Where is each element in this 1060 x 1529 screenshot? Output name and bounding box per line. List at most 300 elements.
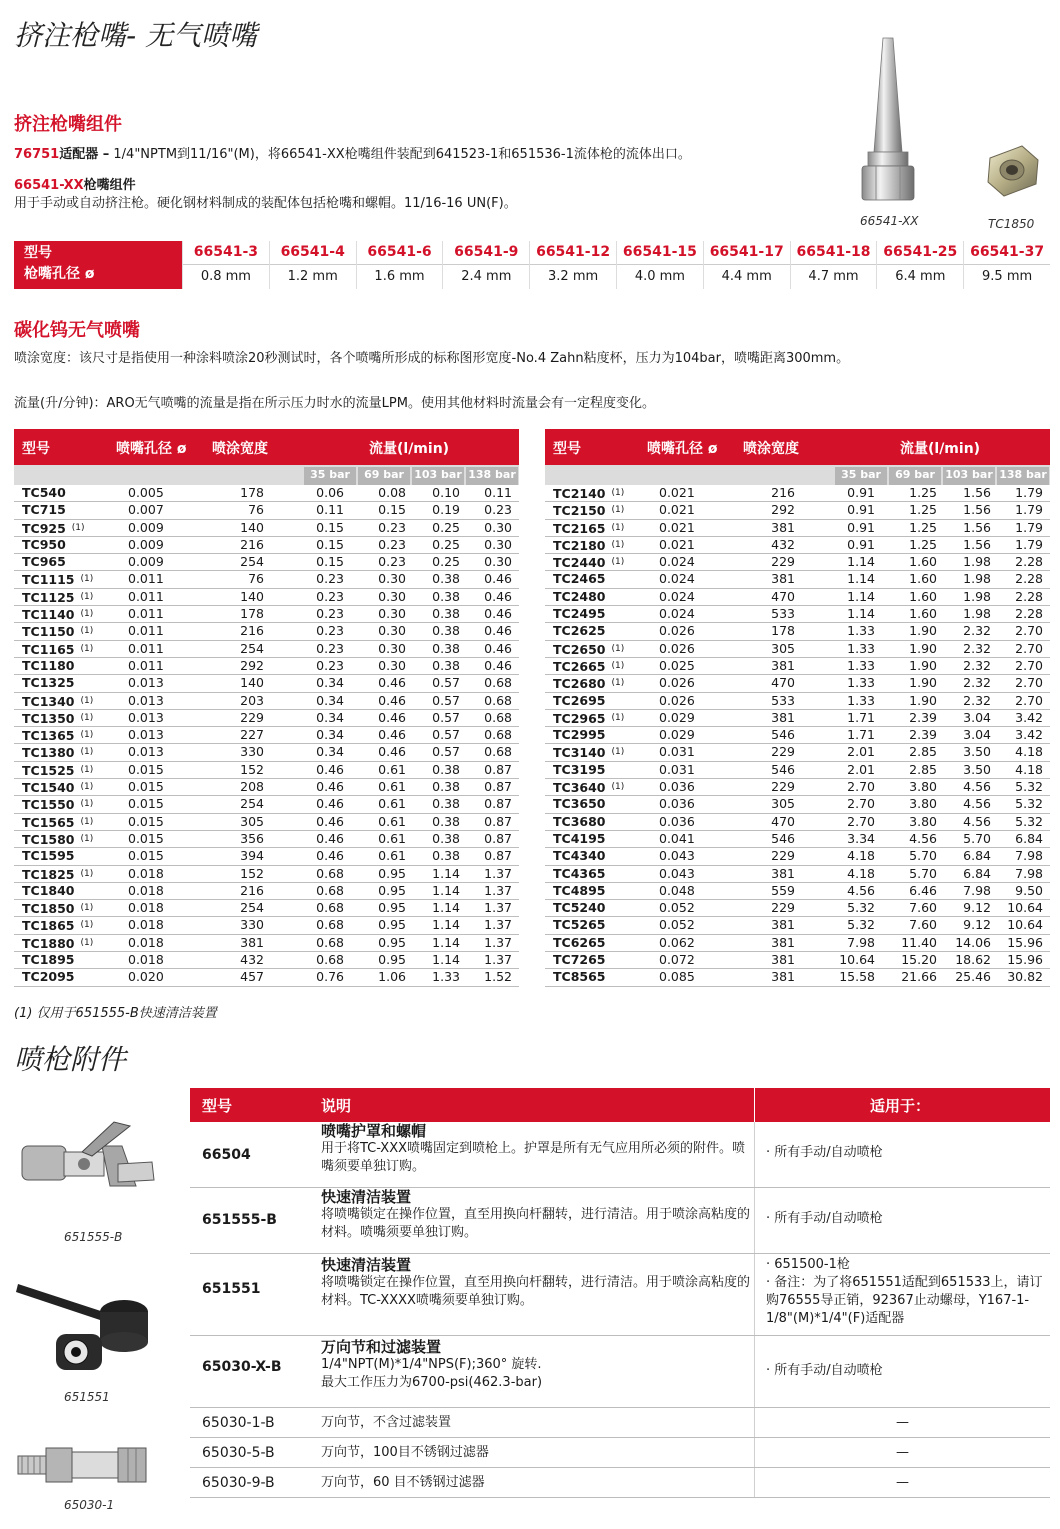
table-row <box>545 606 1050 623</box>
applicable-line: · 所有手动/自动喷枪 <box>766 1211 883 1226</box>
nozzle-model: TC715 <box>22 502 66 518</box>
flow-35: 1.14 <box>847 606 875 622</box>
width-value: 227 <box>240 727 264 743</box>
width-value: 559 <box>771 882 795 898</box>
flow-35: 4.56 <box>847 882 875 898</box>
flow-138: 1.37 <box>484 900 512 916</box>
nozzle-model: TC4195 <box>553 830 606 846</box>
orifice-value: 0.011 <box>128 640 164 656</box>
size-column <box>269 241 356 289</box>
table-row <box>14 831 519 848</box>
width-value: 292 <box>771 502 795 518</box>
orifice-value: 0.021 <box>659 502 695 518</box>
flow-138: 0.87 <box>484 830 512 846</box>
orifice-value: 0.015 <box>128 813 164 829</box>
flow-138: 0.68 <box>484 744 512 760</box>
flow-138: 0.68 <box>484 675 512 691</box>
flow-35: 0.68 <box>316 865 344 881</box>
flow-103: 0.38 <box>432 848 460 864</box>
flow-35: 0.34 <box>316 675 344 691</box>
table-row <box>545 537 1050 554</box>
flow-69: 0.46 <box>378 727 406 743</box>
accessory-desc-line: 将喷嘴锁定在操作位置，直至用换向杆翻转，进行清洁。用于喷涂高粘度的材料。喷嘴须要单独订购。 <box>321 1207 751 1240</box>
size-orifice-value: 2.4 mm <box>461 269 512 284</box>
orifice-value: 0.024 <box>659 588 695 604</box>
flow-35: 4.18 <box>847 865 875 881</box>
footnote-mark: (1) <box>80 574 94 585</box>
flow-103: 7.98 <box>963 882 991 898</box>
orifice-value: 0.029 <box>659 727 695 743</box>
footnote-mark: (1) <box>611 782 625 793</box>
nozzle-model: TC1550 $^{(1)}$ <box>22 797 94 813</box>
orifice-value: 0.024 <box>659 571 695 587</box>
orifice-value: 0.011 <box>128 588 164 604</box>
flow-69: 0.95 <box>378 900 406 916</box>
nozzle-model: TC2465 <box>553 571 606 587</box>
orifice-value: 0.031 <box>659 744 695 760</box>
nozzle-model: TC1350 $^{(1)}$ <box>22 710 94 726</box>
swivel-caption: 65030-1 <box>64 1498 115 1512</box>
flow-138: 5.32 <box>1015 779 1043 795</box>
flow-69: 0.46 <box>378 744 406 760</box>
nozzle-model: TC950 <box>22 536 66 552</box>
applicable-line: · 651500-1枪 <box>766 1257 850 1272</box>
kit-label: 枪嘴组件 <box>83 178 136 193</box>
flow-138: 10.64 <box>1007 900 1043 916</box>
flow-35: 0.34 <box>316 692 344 708</box>
nozzle-model: TC3680 <box>553 813 606 829</box>
footnote-mark: (1) <box>611 488 625 498</box>
orifice-value: 0.026 <box>659 692 695 708</box>
flow-69: 0.23 <box>378 519 406 535</box>
size-model-code: 66541-6 <box>357 241 443 265</box>
size-orifice-value: 4.7 mm <box>808 269 859 284</box>
width-value: 254 <box>240 640 264 656</box>
flow-138: 5.32 <box>1015 796 1043 812</box>
acc-col-model: 型号 <box>202 1097 233 1115</box>
size-orifice-value: 4.0 mm <box>634 269 685 284</box>
nozzle-model: TC7265 <box>553 952 606 968</box>
flow-138: 1.37 <box>484 952 512 968</box>
nozzle-model: TC2680 $^{(1)}$ <box>553 676 625 692</box>
orifice-value: 0.043 <box>659 848 695 864</box>
orifice-value: 0.052 <box>659 917 695 933</box>
adapter-label: 适配器 – <box>59 147 110 162</box>
orifice-value: 0.018 <box>128 900 164 916</box>
flow-35: 3.34 <box>847 830 875 846</box>
flow-35: 0.23 <box>316 588 344 604</box>
flow-138: 0.87 <box>484 779 512 795</box>
spray-width-note: 喷涂宽度：该尺寸是指使用一种涂料喷涂20秒测试时，各个喷嘴所形成的标称图形宽度-No.4 Zahn粘度杯，压力为104bar，喷嘴距离300mm。 <box>14 351 850 366</box>
orifice-value: 0.021 <box>659 485 695 500</box>
orifice-value: 0.062 <box>659 934 695 950</box>
flow-103: 0.38 <box>432 830 460 846</box>
table-row <box>545 917 1050 934</box>
accessory-applicable: — <box>896 1445 909 1460</box>
orifice-value: 0.018 <box>128 882 164 898</box>
width-value: 229 <box>771 554 795 570</box>
table-row <box>14 606 519 623</box>
table-row <box>14 969 519 986</box>
size-orifice-value: 1.6 mm <box>374 269 425 284</box>
footnote-mark: (1) <box>611 539 625 550</box>
orifice-value: 0.011 <box>128 571 164 587</box>
width-value: 216 <box>240 882 264 898</box>
flow-103: 14.06 <box>955 934 991 950</box>
table-row <box>14 571 519 588</box>
flow-35: 0.23 <box>316 657 344 673</box>
orifice-value: 0.024 <box>659 606 695 622</box>
flow-69: 0.30 <box>378 657 406 673</box>
flow-35: 0.15 <box>316 536 344 552</box>
orifice-value: 0.026 <box>659 640 695 656</box>
flow-138: 2.28 <box>1015 554 1043 570</box>
width-value: 470 <box>771 675 795 691</box>
width-value: 381 <box>771 709 795 725</box>
flow-138: 2.28 <box>1015 588 1043 604</box>
orifice-value: 0.009 <box>128 554 164 570</box>
flow-138: 0.46 <box>484 571 512 587</box>
acc-col-desc: 说明 <box>321 1097 352 1115</box>
width-value: 470 <box>771 813 795 829</box>
table-row <box>545 900 1050 917</box>
flow-103: 1.56 <box>963 502 991 518</box>
flow-103: 1.14 <box>432 934 460 950</box>
flow-103: 1.14 <box>432 882 460 898</box>
pressure-header-row <box>14 465 519 485</box>
flow-103: 0.57 <box>432 727 460 743</box>
flow-35: 5.32 <box>847 917 875 933</box>
accessory-row <box>190 1188 1050 1254</box>
footnote-mark: (1) <box>611 747 625 758</box>
flow-103: 0.25 <box>432 519 460 535</box>
orifice-value: 0.011 <box>128 623 164 639</box>
orifice-value: 0.041 <box>659 830 695 846</box>
nozzle-model: TC2625 <box>553 623 606 639</box>
flow-69: 1.60 <box>909 588 937 604</box>
flow-103: 0.57 <box>432 744 460 760</box>
flow-138: 1.37 <box>484 934 512 950</box>
flow-69: 1.60 <box>909 554 937 570</box>
flow-138: 0.46 <box>484 606 512 622</box>
orifice-value: 0.018 <box>128 917 164 933</box>
flow-35: 2.70 <box>847 796 875 812</box>
flow-103: 0.38 <box>432 623 460 639</box>
flow-69: 1.60 <box>909 606 937 622</box>
accessory-applicable: — <box>896 1415 909 1430</box>
flow-69: 0.95 <box>378 917 406 933</box>
flow-138: 2.70 <box>1015 640 1043 656</box>
width-value: 394 <box>240 848 264 864</box>
pressure-label: 138 bar <box>466 467 518 485</box>
accessory-model: 65030-1-B <box>202 1415 275 1431</box>
table-row <box>545 641 1050 658</box>
flow-103: 0.38 <box>432 571 460 587</box>
flow-69: 0.23 <box>378 536 406 552</box>
table-row <box>14 693 519 710</box>
accessory-desc-line: 将喷嘴锁定在操作位置，直至用换向杆翻转，进行清洁。用于喷涂高粘度的材料。TC-XXXX喷嘴须要单独订购。 <box>321 1275 751 1308</box>
orifice-value: 0.015 <box>128 796 164 812</box>
pressure-label: 69 bar <box>358 467 410 485</box>
flow-138: 0.46 <box>484 588 512 604</box>
flow-138: 1.79 <box>1015 485 1043 500</box>
flow-138: 0.68 <box>484 692 512 708</box>
size-orifice-value: 1.2 mm <box>287 269 338 284</box>
size-row-model-label: 型号 <box>24 245 52 261</box>
table-row <box>545 814 1050 831</box>
nozzle-model: TC3140 $^{(1)}$ <box>553 745 625 761</box>
accessory-applicable <box>766 1144 1050 1162</box>
flow-69: 0.61 <box>378 848 406 864</box>
orifice-value: 0.024 <box>659 554 695 570</box>
flow-138: 1.37 <box>484 917 512 933</box>
width-value: 432 <box>240 952 264 968</box>
table-row <box>14 520 519 537</box>
flow-col-model: 型号 <box>22 441 50 457</box>
flow-103: 0.57 <box>432 709 460 725</box>
pressure-label: 35 bar <box>304 467 356 485</box>
flow-35: 4.18 <box>847 848 875 864</box>
flow-138: 0.30 <box>484 554 512 570</box>
applicable-line: · 备注：为了将651551适配到651533上，请订购76555导正销，92367止动螺母，Y167-1-1/8"(M)*1/4"(F)适配器 <box>766 1275 1043 1326</box>
flow-69: 0.61 <box>378 761 406 777</box>
width-value: 381 <box>771 657 795 673</box>
width-value: 381 <box>771 952 795 968</box>
width-value: 546 <box>771 727 795 743</box>
flow-103: 0.38 <box>432 640 460 656</box>
flow-138: 2.28 <box>1015 571 1043 587</box>
flow-69: 15.20 <box>901 952 937 968</box>
width-value: 208 <box>240 779 264 795</box>
flow-103: 1.33 <box>432 969 460 985</box>
footnote-mark: (1) <box>80 816 94 827</box>
orifice-value: 0.018 <box>128 952 164 968</box>
nozzle-model: TC2150 $^{(1)}$ <box>553 503 625 519</box>
accessory-description <box>321 1256 751 1310</box>
size-table-header <box>14 241 182 289</box>
table-row <box>545 589 1050 606</box>
pressure-label: 69 bar <box>889 467 941 485</box>
width-value: 178 <box>240 606 264 622</box>
flow-35: 0.68 <box>316 917 344 933</box>
nozzle-model: TC4365 <box>553 865 606 881</box>
flow-138: 1.79 <box>1015 536 1043 552</box>
nozzle-model: TC1565 $^{(1)}$ <box>22 814 94 830</box>
width-value: 229 <box>771 848 795 864</box>
flow-35: 1.33 <box>847 623 875 639</box>
flow-69: 0.61 <box>378 779 406 795</box>
table-row <box>545 848 1050 865</box>
flow-69: 0.61 <box>378 796 406 812</box>
flow-35: 0.91 <box>847 536 875 552</box>
orifice-value: 0.036 <box>659 796 695 812</box>
footnote-mark: (1) <box>611 678 625 689</box>
accessory-row <box>190 1468 1050 1498</box>
accessory-row <box>190 1336 1050 1408</box>
flow-69: 4.56 <box>909 830 937 846</box>
accessory-model: 651551 <box>202 1281 261 1297</box>
width-value: 470 <box>771 588 795 604</box>
nozzle-model: TC3650 <box>553 796 606 812</box>
table-row <box>14 796 519 813</box>
flow-103: 1.56 <box>963 536 991 552</box>
flow-138: 4.18 <box>1015 761 1043 777</box>
flow-103: 0.38 <box>432 779 460 795</box>
orifice-value: 0.015 <box>128 830 164 846</box>
swivel-image <box>14 1436 162 1494</box>
footnote-mark: (1) <box>80 591 94 602</box>
flow-35: 0.34 <box>316 744 344 760</box>
flow-col-width: 喷涂宽度 <box>212 441 268 457</box>
nozzle-model: TC8565 <box>553 969 606 985</box>
width-value: 533 <box>771 606 795 622</box>
flow-103: 6.84 <box>963 865 991 881</box>
flow-35: 5.32 <box>847 900 875 916</box>
table-row <box>545 675 1050 692</box>
footnote-mark: (1) <box>80 782 94 793</box>
flow-69: 0.30 <box>378 588 406 604</box>
flow-69: 1.25 <box>909 519 937 535</box>
table-row <box>545 866 1050 883</box>
flow-table-right <box>545 429 1050 989</box>
flow-35: 2.01 <box>847 744 875 760</box>
flow-69: 0.08 <box>378 485 406 500</box>
accessory-model: 66504 <box>202 1147 251 1163</box>
flow-69: 1.90 <box>909 675 937 691</box>
flow-69: 0.95 <box>378 882 406 898</box>
width-value: 178 <box>240 485 264 500</box>
width-value: 216 <box>771 485 795 500</box>
table-row <box>14 917 519 934</box>
width-value: 140 <box>240 675 264 691</box>
flow-header-row <box>14 429 519 465</box>
nozzle-model: TC1140 $^{(1)}$ <box>22 607 94 623</box>
flow-138: 7.98 <box>1015 865 1043 881</box>
flow-103: 2.32 <box>963 640 991 656</box>
flow-35: 1.33 <box>847 692 875 708</box>
accessories-title: 喷枪附件 <box>14 1043 127 1076</box>
flow-35: 0.23 <box>316 640 344 656</box>
orifice-value: 0.015 <box>128 779 164 795</box>
orifice-value: 0.031 <box>659 761 695 777</box>
flow-35: 1.33 <box>847 675 875 691</box>
footnote-mark: (1) <box>611 643 625 654</box>
flow-col-width: 喷涂宽度 <box>743 441 799 457</box>
accessory-title: 快速清洁装置 <box>321 1188 412 1206</box>
width-value: 229 <box>240 709 264 725</box>
width-value: 432 <box>771 536 795 552</box>
width-value: 76 <box>248 571 264 587</box>
flow-103: 1.14 <box>432 952 460 968</box>
flow-col-flow: 流量(l/min) <box>369 441 450 457</box>
flow-35: 1.14 <box>847 554 875 570</box>
flow-35: 0.15 <box>316 519 344 535</box>
flow-69: 5.70 <box>909 848 937 864</box>
adapter-paragraph <box>14 146 844 164</box>
footnote-mark: (1) <box>80 764 94 775</box>
footnote-mark: (1) <box>80 626 94 637</box>
table-row <box>14 883 519 900</box>
size-row-orifice-label: 枪嘴孔径 ø <box>24 266 95 282</box>
flow-69: 0.46 <box>378 692 406 708</box>
flow-col-orifice: 喷嘴孔径 ø <box>647 441 718 457</box>
flow-138: 0.30 <box>484 536 512 552</box>
flow-35: 0.91 <box>847 502 875 518</box>
flow-103: 1.98 <box>963 588 991 604</box>
orifice-value: 0.013 <box>128 744 164 760</box>
accessories-header <box>190 1088 1050 1122</box>
table-row <box>14 658 519 675</box>
width-value: 330 <box>240 917 264 933</box>
flow-35: 0.34 <box>316 727 344 743</box>
accessory-desc-line: 用于将TC-XXX喷嘴固定到喷枪上。护罩是所有无气应用所必须的附件。喷嘴须要单独订购。 <box>321 1141 746 1174</box>
nozzle-model: TC2650 $^{(1)}$ <box>553 641 625 657</box>
table-row <box>545 658 1050 675</box>
flow-69: 1.90 <box>909 640 937 656</box>
nozzle-model: TC2965 $^{(1)}$ <box>553 710 625 726</box>
orifice-value: 0.013 <box>128 709 164 725</box>
accessory-row <box>190 1254 1050 1336</box>
size-orifice-value: 6.4 mm <box>895 269 946 284</box>
table-row <box>14 814 519 831</box>
flow-138: 2.70 <box>1015 692 1043 708</box>
flow-138: 0.87 <box>484 848 512 864</box>
nozzle-model: TC4340 <box>553 848 606 864</box>
table-row <box>545 935 1050 952</box>
flow-69: 1.90 <box>909 692 937 708</box>
tc-nozzle-caption: TC1850 <box>988 217 1035 231</box>
flow-103: 0.38 <box>432 796 460 812</box>
footnote-mark: (1) <box>80 609 94 620</box>
flow-69: 1.06 <box>378 969 406 985</box>
nozzle-model: TC1880 $^{(1)}$ <box>22 935 94 951</box>
nozzle-model: TC3195 <box>553 761 606 777</box>
accessory-desc-line: 1/4"NPT(M)*1/4"NPS(F);360° 旋转. <box>321 1357 542 1372</box>
flow-103: 4.56 <box>963 813 991 829</box>
footnote-mark: (1) <box>80 712 94 723</box>
flow-69: 1.90 <box>909 623 937 639</box>
flow-138: 2.70 <box>1015 623 1043 639</box>
flow-35: 0.11 <box>316 502 344 518</box>
quick-clean-image <box>14 1262 164 1380</box>
nozzle-model: TC1125 $^{(1)}$ <box>22 589 94 605</box>
flow-col-flow: 流量(l/min) <box>900 441 981 457</box>
flow-103: 3.04 <box>963 727 991 743</box>
width-value: 216 <box>240 536 264 552</box>
kit-paragraph <box>14 177 844 213</box>
flow-35: 0.46 <box>316 796 344 812</box>
flow-69: 3.80 <box>909 796 937 812</box>
flow-103: 9.12 <box>963 900 991 916</box>
flow-69: 0.30 <box>378 640 406 656</box>
flow-103: 9.12 <box>963 917 991 933</box>
nozzle-model: TC6265 <box>553 934 606 950</box>
accessory-desc-line: 万向节，60 目不锈钢过滤器 <box>321 1475 485 1490</box>
table-row <box>14 485 519 502</box>
flow-138: 0.87 <box>484 796 512 812</box>
flow-138: 0.68 <box>484 709 512 725</box>
size-column <box>356 241 443 289</box>
table-row <box>545 693 1050 710</box>
flow-rows <box>14 485 519 987</box>
width-value: 254 <box>240 796 264 812</box>
flow-35: 1.71 <box>847 709 875 725</box>
orifice-value: 0.036 <box>659 813 695 829</box>
table-row <box>545 710 1050 727</box>
table-row <box>14 710 519 727</box>
flow-35: 0.68 <box>316 900 344 916</box>
accessory-applicable <box>766 1362 1050 1380</box>
